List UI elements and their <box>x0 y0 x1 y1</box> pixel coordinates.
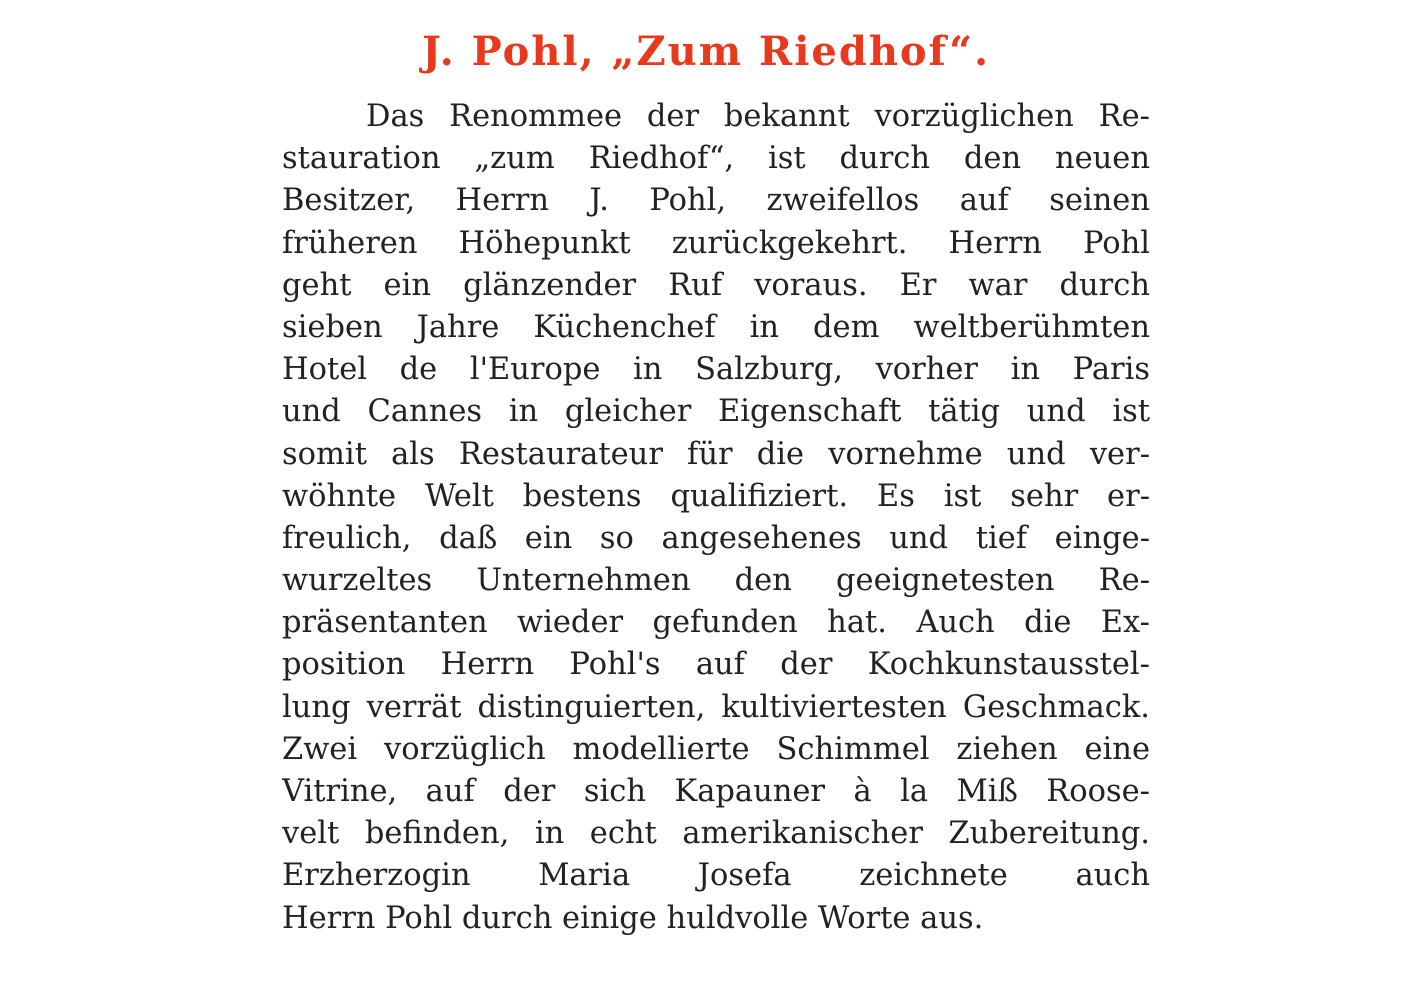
article-title: J. Pohl, „Zum Riedhof“. <box>421 28 991 75</box>
article-line: freulich, daß ein so angesehenes und tief einge- <box>282 520 1150 556</box>
article-line: präsentanten wieder gefunden hat. Auch die Ex- <box>282 605 1150 641</box>
article-line: position Herrn Pohl's auf der Kochkunstausstel- <box>282 647 1150 683</box>
article-line: und Cannes in gleicher Eigenschaft tätig und ist <box>282 394 1150 430</box>
article-line: sieben Jahre Küchenchef in dem weltberühmten <box>282 309 1150 345</box>
article-line: wurzeltes Unternehmen den geeignetesten Re- <box>282 563 1150 599</box>
article-line: Vitrine, auf der sich Kapauner à la Miß Roose- <box>282 774 1150 809</box>
article-line: Erzherzogin Maria Josefa zeichnete auch <box>282 858 1150 894</box>
article-body <box>282 96 1150 940</box>
article-line: Das Renommee der bekannt vorzüglichen Re- <box>366 99 1150 134</box>
article-line: stauration „zum Riedhof“, ist durch den neuen <box>282 141 1150 177</box>
article-line: Herrn Pohl durch einige huldvolle Worte aus. <box>282 900 984 936</box>
article-line: geht ein glänzender Ruf voraus. Er war durch <box>282 267 1150 303</box>
article-line: lung verrät distinguierten, kultiviertesten Geschmack. <box>282 689 1150 725</box>
article-line: somit als Restaurateur für die vornehme und ver- <box>282 436 1150 472</box>
article-line: velt befinden, in echt amerikanischer Zubereitung. <box>282 816 1150 852</box>
article-line: wöhnte Welt bestens qualifiziert. Es ist sehr er- <box>282 478 1150 514</box>
article-line: Hotel de l'Europe in Salzburg, vorher in Paris <box>282 352 1150 388</box>
article-line: früheren Höhepunkt zurückgekehrt. Herrn Pohl <box>282 225 1150 261</box>
article-line: Zwei vorzüglich modellierte Schimmel ziehen eine <box>282 731 1150 767</box>
article-line: Besitzer, Herrn J. Pohl, zweifellos auf seinen <box>282 183 1150 219</box>
